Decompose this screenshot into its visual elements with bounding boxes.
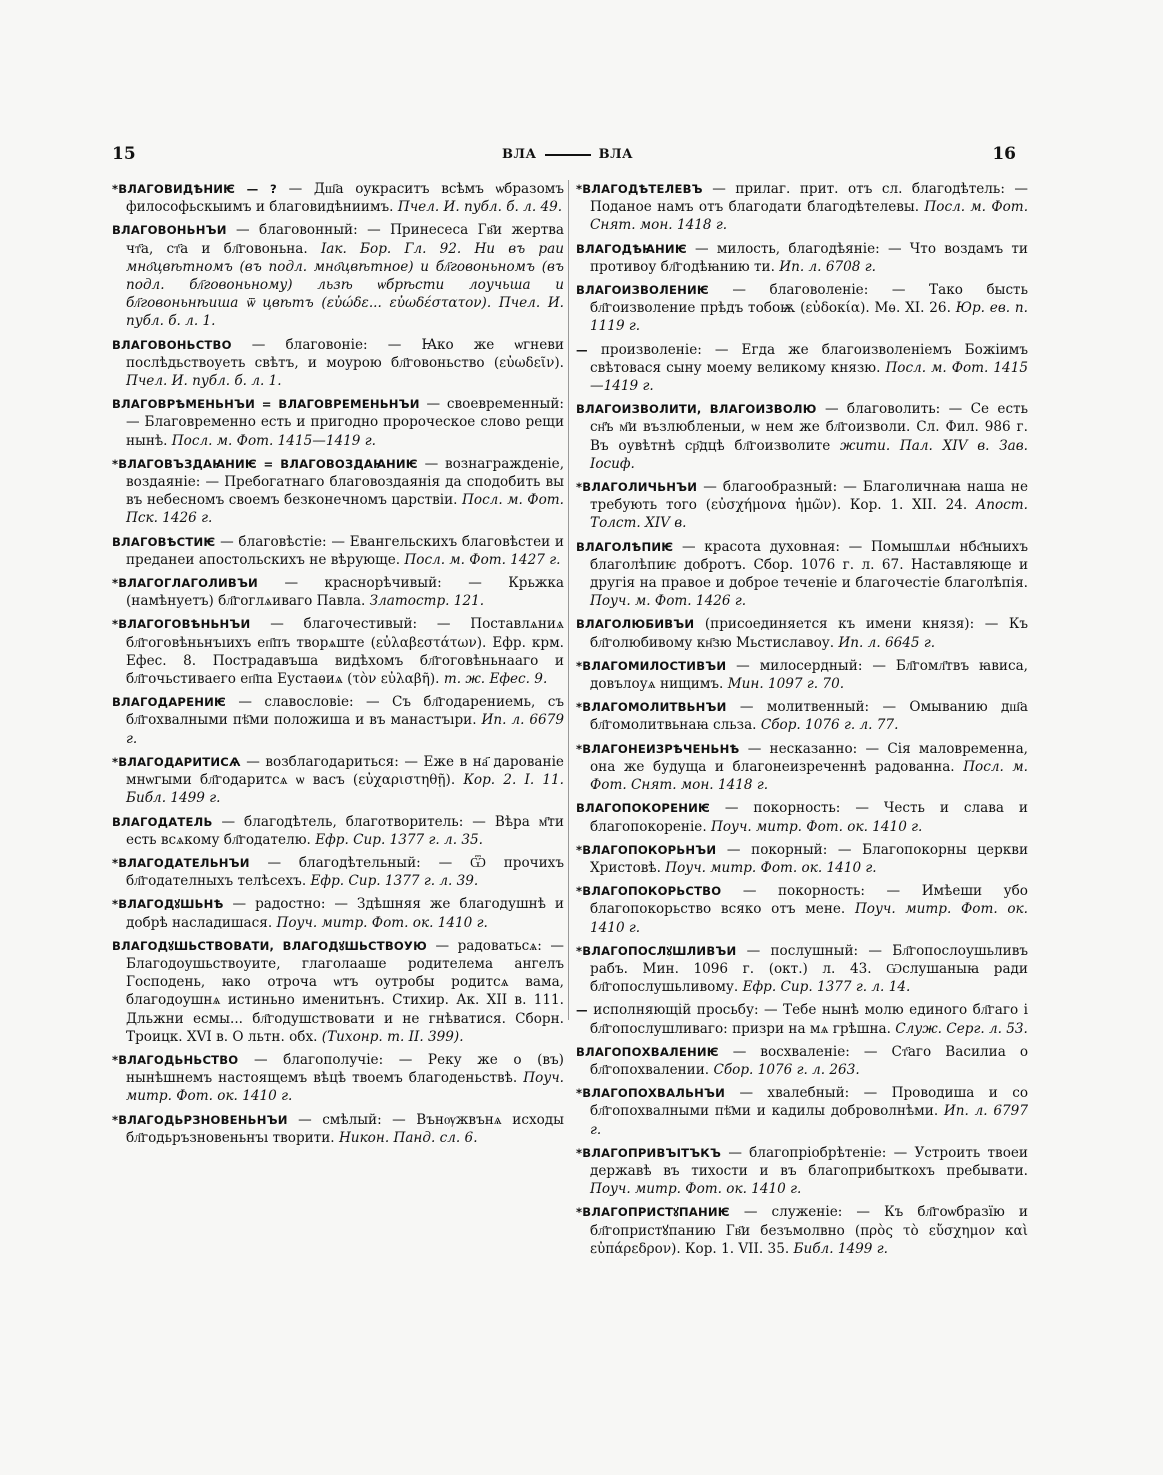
dictionary-entry	[112, 615, 564, 688]
entry-definition: — возблагодариться: — Еже в на҃ дарованіе мнѡгыми бл҃годаритсѧ ѡ васъ (εὐχαριστηθῇ).	[126, 753, 564, 789]
entry-headword: ВЛАГОДꙋШЬСТВОВАТИ, ВЛАГОДꙋШЬСТВОУЮ	[112, 938, 427, 953]
entry-headword: *ВЛАГОПОХВАЛЬНЪИ	[576, 1086, 726, 1101]
entry-definition: — благоволеніе: — Тако бысть бл҃гоизволение прѣдъ тобоѭ (εὐδοκία). Мѳ. XI. 26.	[590, 282, 1028, 317]
dictionary-entry	[576, 1001, 1028, 1037]
running-head-dash	[545, 154, 591, 156]
entry-definition: — покорный: — Благопокорны церкви Христовѣ.	[590, 841, 1029, 876]
entry-definition: — благовѣстіе: — Евангельскихъ благовѣстеи и преданеи апостольскихъ не вѣрующе.	[126, 533, 564, 568]
page-number-left: 15	[112, 144, 136, 164]
dictionary-entry	[112, 180, 564, 216]
entry-definition: — благочестивый: — Поставлѧниѧ бл҃гоговѣньнъıихъ еп҃пъ творѧште (εὐλαβεστάτων). Ефр. крм. Ефес. 8. Пострадавъша видѣхомъ бл҃гоговѣньнааго и бл҃гочьстиваего еп҃па Еустаѳиѧ (τὸν εὐλαβῆ).	[126, 616, 564, 688]
entry-headword: ВЛАГОПОКОРЕНИѤ	[576, 801, 710, 816]
entry-definition: — благополучіе: — Реку же о (въ) нынѣшнемъ настоящемъ вѣцѣ твоемъ благоденьствѣ.	[126, 1051, 564, 1087]
entry-headword: ВЛАГОВѢСТИѤ	[112, 534, 216, 549]
dictionary-entry	[576, 799, 1028, 835]
entry-source: Посл. м. Фот. 1415—1419 г.	[590, 359, 1028, 395]
entry-definition: — молитвенный: — Омыванию дш҃а бл҃гомолитвьнаꙗ сльза.	[590, 699, 1028, 734]
entry-definition: — славословіе: — Съ бл҃годарениемь, съ бл҃гохвалными пѣ҃ми положиша и въ манастъıри.	[126, 694, 564, 729]
entry-source: Посл. м. Фот. Снят. мон. 1418 г.	[590, 758, 1028, 794]
entry-definition: — радоватьсѧ: — Благодоушьствоуите, глаголааше родителема ангелъ Господень, ꙗко отроча ѡтъ оутробы родитсѧ вама, благодоушнѧ истиньно именитьнъ. Стихир. Ак. XII в. 111. Дльжни есмы... бл҃годушствовати и не гнѣватися. Сборн. Троицк. XVI в. О льтн. обх.	[126, 937, 564, 1045]
dictionary-entry	[112, 395, 564, 450]
dictionary-entry	[112, 1111, 564, 1147]
entry-headword: *ВЛАГОГОВѢНЬНЪИ	[112, 617, 251, 632]
entry-definition: — смѣлый: — Вънѹжвънѧ исходы бл҃годьръзновеньнъı творити.	[126, 1111, 564, 1146]
entry-source: Поуч. м. Фот. 1426 г.	[590, 593, 747, 610]
entry-source: Библ. 1499 г.	[793, 1240, 888, 1257]
entry-headword: *ВЛАГОНЕИЗРѢЧЕНЬНѢ	[576, 741, 740, 756]
entry-definition: — вознагражденіе, воздаяніе: — Пребогатнаго благовоздаянія да сподобить вы въ небесномъ своемъ безконечномъ царствіи.	[126, 455, 565, 509]
entry-definition: (присоединяется къ имени князя): — Къ бл҃голюбивому кн҃зю Мьстиславоу.	[590, 616, 1029, 651]
entry-definition: — служеніе: — Къ бл҃гоѡбразїю и бл҃гопристꙋпанию Гв҃и безъмолвно (πρὸς τὸ εὔσχημον καὶ εὐπάρεδρον). Кор. 1. VII. 35.	[590, 1204, 1028, 1257]
entry-headword: ВЛАГОЛѢПИѤ	[576, 539, 674, 554]
entry-definition: — благопріобрѣтеніе: — Устроить твоеи державѣ въ тихости и въ благоприбыткохъ пребывати.	[590, 1144, 1028, 1179]
dictionary-entry	[576, 281, 1028, 336]
entry-headword: ВЛАГОВОНЬСТВО	[112, 337, 232, 352]
dictionary-entry	[576, 942, 1028, 997]
left-column	[112, 180, 564, 1152]
dictionary-entry	[112, 854, 564, 890]
entry-headword: *ВЛАГОГЛАГОЛИВЪИ	[112, 576, 258, 591]
dictionary-entry	[576, 400, 1028, 473]
entry-definition: — Дш҃а оукраситъ всѣмъ ѡбразомъ философьскыимъ и благовидѣниимъ.	[126, 181, 564, 216]
entry-headword: *ВЛАГОДАРИТИСѦ	[112, 754, 241, 769]
entry-definition: — радостно: — Здѣшняя же благодушнѣ и добрѣ насладишася.	[126, 896, 564, 931]
column-divider	[568, 180, 569, 1020]
entry-definition: — хвалебный: — Проводиша и со бл҃гопохвалными пѣ҃ми и кадилы доброволнѣми.	[590, 1085, 1028, 1120]
dictionary-entry	[576, 740, 1028, 795]
entry-source: Пчел. И. публ. б. л. 49.	[397, 199, 563, 216]
entry-source: Ефр. Сир. 1377 г. л. 39.	[310, 873, 479, 890]
entry-definition: — краснорѣчивый: — Крьжка (намѣнуетъ) бл҃гоглѧиваго Павла.	[126, 575, 564, 610]
entry-headword: *ВЛАГОВИДѢНИѤ — ?	[112, 182, 277, 196]
entry-source: Златостр. 121.	[369, 593, 485, 610]
dictionary-entry	[576, 1203, 1028, 1258]
entry-source: Мин. 1097 г. 70.	[727, 676, 845, 693]
dictionary-entry	[576, 1084, 1028, 1139]
entry-source: Посл. м. Фот. 1415—1419 г.	[171, 432, 376, 449]
entry-headword: *ВЛАГОДꙋШЬНѢ	[112, 897, 224, 912]
entry-source: Служ. Серг. л. 53.	[895, 1020, 1028, 1037]
running-header	[112, 144, 1016, 166]
dictionary-entry	[112, 753, 564, 808]
entry-headword: ВЛАГОПОХВАЛЕНИѤ	[576, 1044, 719, 1059]
running-head-right: ВЛА	[598, 147, 634, 162]
entry-source: Посл. м. Фот. Снят. мон. 1418 г.	[590, 199, 1029, 234]
dictionary-entry	[576, 657, 1028, 693]
dictionary-entry	[112, 937, 564, 1046]
dictionary-entry	[576, 615, 1028, 651]
running-head	[502, 147, 633, 162]
entry-definition: — благообразный: — Благоличнаꙗ наша не требують того (εὐσχήμονα ἡμῶν). Кор. 1. XII. 24.	[590, 479, 1028, 514]
entry-headword: ВЛАГОВРѢМЕНЬНЪИ = ВЛАГОВРЕМЕНЬНЪИ	[112, 397, 420, 412]
entry-source: Ип. л. 6708 г.	[779, 258, 876, 275]
dictionary-entry	[112, 455, 564, 528]
entry-source: Ефр. Сир. 1377 г. л. 35.	[315, 831, 483, 848]
entry-definition: — благоволить: — Се есть сн҃ъ м҃и възлюбленыи, ѡ нем же бл҃гоизволи. Сл. Фил. 986 г. Въ оувѣтнѣ ср҃дцѣ бл҃гоизволите	[590, 401, 1029, 454]
dictionary-entry	[576, 341, 1028, 396]
entry-headword: *ВЛАГОДЬНЬСТВО	[112, 1052, 239, 1067]
entry-headword: ВЛАГОВОНЬНЪИ	[112, 223, 227, 238]
entry-headword: *ВЛАГОДАТЕЛЬНЪИ	[112, 855, 250, 870]
entry-source: Поуч. митр. Фот. ок. 1410 г.	[276, 914, 488, 931]
entry-source: т. ж. Ефес. 9.	[443, 671, 548, 688]
entry-source: Поуч. митр. Фот. ок. 1410 г.	[711, 818, 923, 835]
entry-source: Пчел. И. публ. б. л. 1.	[126, 373, 282, 390]
dictionary-entry	[112, 1051, 564, 1106]
dictionary-entry	[112, 533, 564, 569]
entry-headword: *ВЛАГОМИЛОСТИВЪИ	[576, 658, 727, 673]
entry-source: Посл. м. Фот. 1427 г.	[404, 551, 561, 568]
entry-headword: *ВЛАГОПРИСТꙋПАНИѤ	[576, 1205, 730, 1220]
dictionary-entry	[576, 698, 1028, 734]
entry-definition: — покорность: — Имѣеши убо благопокорьство всяко отъ мене.	[590, 883, 1028, 918]
entry-headword: *ВЛАГОПРИВЪІТЪКЪ	[576, 1145, 722, 1160]
entry-headword: ВЛАГОИЗВОЛЕНИѤ	[576, 283, 709, 298]
entry-source: Ефр. Сир. 1377 г. л. 14.	[742, 979, 911, 996]
entry-definition: — благодѣтель, благотворитель: — Вѣра м҃ти есть всѧкому бл҃годателю.	[126, 813, 564, 848]
entry-headword: *ВЛАГОМОЛИТВЬНЪИ	[576, 700, 727, 715]
entry-definition: — благодѣтельный: — Ѿ прочихъ бл҃годателныхъ телѣсехъ.	[126, 854, 565, 890]
entry-definition: — благовонный: — Принесеса Гв҃и жертва чт҃а, ст҃а и бл҃говоньна.	[126, 222, 564, 257]
entry-source: Посл. м. Фот. Пск. 1426 г.	[126, 492, 564, 527]
entry-definition: — своевременный: — Благовременно есть и пригодно пророческое слово рещи нынѣ.	[126, 396, 565, 449]
dictionary-entry	[112, 574, 564, 610]
entry-source: (Тихонр. т. II. 399).	[321, 1028, 464, 1045]
entry-headword: *ВЛАГОПОКОРЬНЪИ	[576, 842, 717, 857]
entry-source: Поуч. митр. Фот. ок. 1410 г.	[590, 1181, 802, 1198]
entry-source: Iак. Бор. Гл. 92. Ни въ раи мно҃цвѣтномъ (въ подл. мно҃цвѣтное) и бл҃говоньномъ (въ подл. бл҃говоньному) льзѣ ѡбрѣсти лоучьша и бл҃говоньнѣиша ѿ цвѣтъ (εὐώδε... εὐωδέστατον). Пчел. И. публ. б. л. 1.	[126, 240, 564, 330]
entry-source: Никон. Панд. сл. 6.	[338, 1129, 478, 1146]
entry-source: жити. Пал. XIV в. Зав. Іосиф.	[590, 437, 1028, 472]
running-head-left: ВЛА	[502, 147, 537, 162]
entry-definition: — несказанно: — Сія маловременна, она же будуща и благонеизреченнѣ радованна.	[590, 740, 1028, 775]
dictionary-entry	[112, 895, 564, 931]
dictionary-entry	[112, 336, 564, 391]
entry-source: Поуч. митр. Фот. ок. 1410 г.	[590, 901, 1028, 936]
entry-headword: ВЛАГОДѢꙖНИѤ	[576, 241, 687, 256]
dictionary-entry	[576, 1043, 1028, 1079]
dictionary-entry	[576, 478, 1028, 533]
entry-headword: *ВЛАГОПОСЛꙋШЛИВЪИ	[576, 943, 737, 958]
entry-definition: — покорность: — Честь и слава и благопокореніе.	[590, 800, 1028, 835]
entry-source: Поуч. митр. Фот. ок. 1410 г.	[665, 859, 877, 876]
dictionary-entry	[576, 180, 1028, 235]
page-number-right: 16	[992, 144, 1016, 164]
entry-definition: — послушный: — Бл҃гопослоушьливъ рабъ. Мин. 1096 г. (окт.) л. 43. Ѡслушаныꙗ ради бл҃гопослушьливому.	[590, 942, 1028, 996]
entry-source: Кор. 2. I. 11. Библ. 1499 г.	[126, 772, 564, 807]
entry-source: Сбор. 1076 г. л. 77.	[760, 717, 899, 734]
entry-source: Ип. л. 6797 г.	[590, 1103, 1028, 1138]
entry-source: Сбор. 1076 г. л. 263.	[713, 1061, 860, 1078]
entry-source: Ип. л. 6645 г.	[838, 634, 936, 651]
entry-definition: произволеніе: — Егда же благоизволеніемъ Божіимъ свѣтовася сыну моему великому князю.	[590, 341, 1028, 376]
entry-definition: — милосердный: — Бл҃гомл҃твъ ꙗвиса, довълоуѧ нищимъ.	[590, 657, 1029, 693]
entry-definition: — благовоніе: — Ꙗко же ѡгневи послѣдьствоуеть свѣтъ, и моурою бл҃говоньство (εὐωδεῖν).	[126, 336, 564, 371]
entry-headword: ВЛАГОДАРЕНИѤ	[112, 695, 226, 710]
right-column	[576, 180, 1028, 1263]
entry-headword: —	[576, 1003, 588, 1018]
entry-definition: — красота духовная: — Помышлѧи нбс҃ныихъ благолѣпиѥ добротъ. Сбор. 1076 г. л. 67. Наставляюще и другія на правое и доброе теченіе и благочестіе благолѣпія.	[590, 538, 1028, 592]
entry-headword: *ВЛАГОДЬРЗНОВЕНЬНЪИ	[112, 1112, 288, 1127]
entry-definition: — милость, благодѣяніе: — Что воздамъ ти противоу бл҃годѣꙗнию ти.	[590, 240, 1028, 275]
entry-headword: ВЛАГОЛЮБИВЪИ	[576, 617, 695, 632]
entry-headword: —	[576, 342, 588, 357]
dictionary-entry	[576, 841, 1028, 877]
dictionary-entry	[576, 538, 1028, 611]
entry-source: Юр. ев. п. 1119 г.	[590, 300, 1028, 335]
entry-headword: *ВЛАГОВЪЗДАꙖНИѤ = ВЛАГОВОЗДАꙖНИѤ	[112, 456, 418, 471]
entry-source: Апост. Толст. XIV в.	[590, 497, 1028, 532]
dictionary-entry	[112, 813, 564, 849]
entry-source: Поуч. митр. Фот. ок. 1410 г.	[126, 1070, 564, 1105]
entry-definition: — прилаг. прит. отъ сл. благодѣтель: — Поданое намъ отъ благодати благодѣтелевы.	[590, 181, 1028, 216]
entry-headword: ВЛАГОДАТЕЛЬ	[112, 814, 213, 829]
dictionary-entry	[112, 693, 564, 748]
entry-headword: *ВЛАГОПОКОРЬСТВО	[576, 884, 722, 899]
dictionary-entry	[576, 882, 1028, 937]
entry-headword: *ВЛАГОДѢТЕЛЕВЪ	[576, 182, 703, 196]
entry-source: Ип. л. 6679 г.	[126, 712, 564, 747]
entry-definition: — восхваленіе: — Ст҃аго Василиа о бл҃гопохвалении.	[590, 1043, 1028, 1078]
dictionary-entry	[576, 240, 1028, 276]
entry-headword: ВЛАГОИЗВОЛИТИ, ВЛАГОИЗВОЛЮ	[576, 402, 817, 417]
entry-headword: *ВЛАГОЛИЧЬНЪИ	[576, 480, 698, 495]
dictionary-entry	[112, 221, 564, 330]
entry-definition: исполняющій просьбу: — Тебе нынѣ молю единого бл҃гаго і бл҃гопослушливаго: призри на мѧ грѣшна.	[590, 1002, 1028, 1037]
dictionary-entry	[576, 1144, 1028, 1199]
